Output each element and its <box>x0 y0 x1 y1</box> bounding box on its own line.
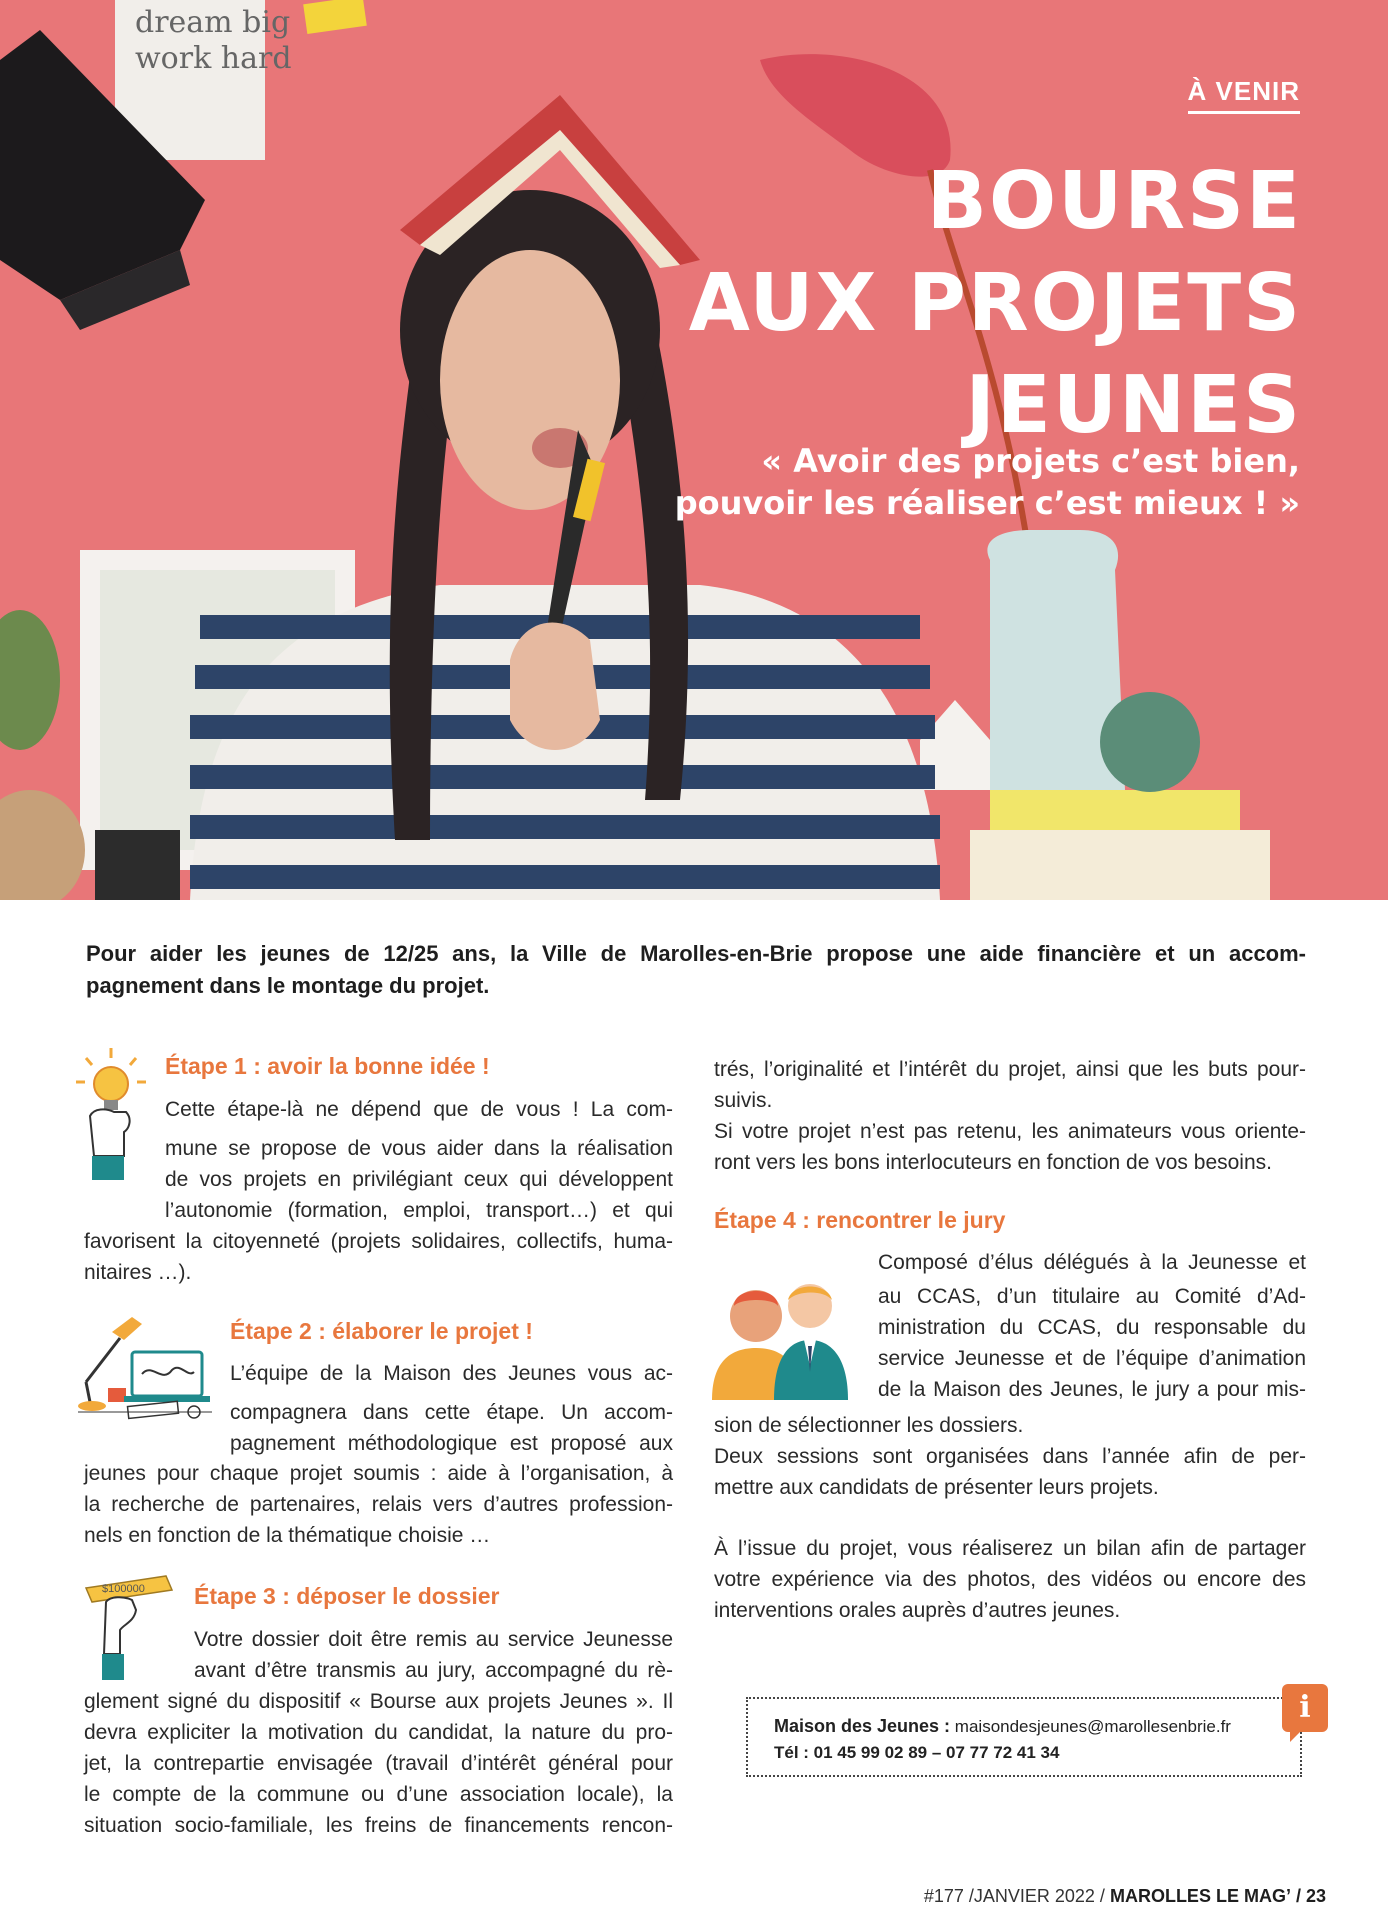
page-footer <box>924 1886 1326 1907</box>
contact-line <box>774 1713 1300 1740</box>
svg-text:work hard: work hard <box>135 41 292 76</box>
page-quote <box>600 440 1300 524</box>
text-line: Votre dossier doit être remis au service Jeunesse <box>194 1628 673 1651</box>
text-line: sion de sélectionner les dossiers. <box>714 1414 1024 1437</box>
step-3-text-wide <box>84 1686 673 1841</box>
title-line: JEUNES <box>965 359 1302 451</box>
step-4-text <box>878 1247 1306 1405</box>
hand-money-icon <box>84 1570 174 1682</box>
text-line: de la Maison des Jeunes, le jury a pour mis- <box>878 1378 1306 1401</box>
intro-line: pagnement dans le montage du projet. <box>86 973 490 998</box>
text-line: ministration du CCAS, du responsable du <box>878 1316 1306 1339</box>
step-1-text <box>165 1133 673 1195</box>
footer-page-number: / 23 <box>1295 1886 1326 1906</box>
title-line: BOURSE <box>926 155 1302 247</box>
text-line: trés, l’originalité et l’intérêt du projet, ainsi que les buts pour- <box>714 1058 1306 1081</box>
contact-phone: Tél : 01 45 99 02 89 – 07 77 72 41 34 <box>774 1743 1060 1762</box>
svg-text:dream big: dream big <box>135 5 291 40</box>
text-line: glement signé du dispositif « Bourse aux projets Jeunes ». Il <box>84 1690 673 1713</box>
text-line: interventions orales auprès d’autres jeunes. <box>714 1599 1121 1622</box>
text-line: Si votre projet n’est pas retenu, les animateurs vous oriente- <box>714 1120 1306 1143</box>
svg-text:$100000: $100000 <box>102 1583 145 1595</box>
section-kicker: À VENIR <box>1188 76 1300 114</box>
text-line: jet, la contrepartie envisagée (travail d’intérêt général pour <box>84 1752 673 1775</box>
text-line: suivis. <box>714 1089 773 1112</box>
step-4-text-wide <box>714 1410 1306 1503</box>
step-2-title: Étape 2 : élaborer le projet ! <box>230 1318 533 1344</box>
contact-email[interactable]: maisondesjeunes@marollesenbrie.fr <box>954 1717 1231 1736</box>
text-line: au CCAS, d’un titulaire au Comité d’Ad- <box>878 1285 1306 1308</box>
step-3-title: Étape 3 : déposer le dossier <box>194 1583 500 1609</box>
step-1-text-indent <box>165 1094 673 1125</box>
text-line: nels en fonction de la thématique choisie … <box>84 1524 491 1547</box>
text-line: pagnement méthodologique est proposé aux <box>230 1432 673 1455</box>
text-line: l’autonomie (formation, emploi, transport…) et qui <box>165 1199 673 1222</box>
intro-paragraph <box>86 938 1306 1002</box>
footer-issue: #177 /JANVIER 2022 / <box>923 1886 1105 1906</box>
quote-line: « Avoir des projets c’est bien, <box>761 442 1300 480</box>
info-icon: i <box>1282 1684 1328 1732</box>
text-line: de vos projets en privilégiant ceux qui développent <box>165 1168 673 1191</box>
text-line: Cette étape-là ne dépend que de vous ! La com- <box>165 1098 673 1121</box>
text-line: L’équipe de la Maison des Jeunes vous ac- <box>230 1362 673 1385</box>
title-line: AUX PROJETS <box>688 257 1302 349</box>
closing-paragraph <box>714 1533 1306 1626</box>
quote-line: pouvoir les réaliser c’est mieux ! » <box>674 484 1300 522</box>
text-line: votre expérience via des photos, des vidéos ou encore des <box>714 1568 1306 1591</box>
text-line: le compte de la commune ou d’une association locale), la <box>84 1783 673 1806</box>
text-line: À l’issue du projet, vous réaliserez un bilan afin de partager <box>714 1537 1306 1560</box>
hero-photo <box>0 0 1388 900</box>
desk-laptop-icon <box>72 1312 212 1422</box>
text-line: jeunes pour chaque projet soumis : aide à l’organisation, à <box>84 1462 673 1485</box>
text-line: devra expliciter la motivation du candidat, la nature du pro- <box>84 1721 673 1744</box>
step-2-text <box>230 1358 673 1459</box>
step-1-text-wide <box>84 1195 673 1288</box>
text-line: mettre aux candidats de présenter leurs projets. <box>714 1476 1159 1499</box>
jury-people-icon <box>712 1276 852 1400</box>
step-1-title: Étape 1 : avoir la bonne idée ! <box>165 1053 490 1079</box>
step-4-title: Étape 4 : rencontrer le jury <box>714 1207 1006 1233</box>
text-line: service Jeunesse et de l’équipe d’animation <box>878 1347 1306 1370</box>
step-3-continued <box>714 1054 1306 1178</box>
text-line: Deux sessions sont organisées dans l’année afin de per- <box>714 1445 1306 1468</box>
text-line: mune se propose de vous aider dans la réalisation <box>165 1137 673 1160</box>
footer-magazine: MAROLLES LE MAG’ <box>1109 1886 1291 1906</box>
contact-box <box>746 1697 1302 1777</box>
text-line: Composé d’élus délégués à la Jeunesse et <box>878 1251 1306 1274</box>
step-3-text <box>194 1624 673 1686</box>
page-title <box>602 150 1302 456</box>
intro-line: Pour aider les jeunes de 12/25 ans, la Ville de Marolles-en-Brie propose une aide financière et un accom- <box>86 941 1306 966</box>
text-line: ront vers les bons interlocuteurs en fonction de vos besoins. <box>714 1151 1272 1174</box>
text-line: nitaires …). <box>84 1261 192 1284</box>
text-line: la recherche de partenaires, relais vers d’autres profession- <box>84 1493 673 1516</box>
text-line: situation socio-familiale, les freins de financements rencon- <box>84 1814 673 1837</box>
contact-name: Maison des Jeunes : <box>774 1716 951 1736</box>
lightbulb-hand-icon <box>76 1046 146 1186</box>
text-line: compagnera dans cette étape. Un accom- <box>230 1401 673 1424</box>
step-2-text-wide <box>84 1458 673 1551</box>
text-line: avant d’être transmis au jury, accompagné du rè- <box>194 1659 673 1682</box>
text-line: favorisent la citoyenneté (projets solidaires, collectifs, huma- <box>84 1230 673 1253</box>
